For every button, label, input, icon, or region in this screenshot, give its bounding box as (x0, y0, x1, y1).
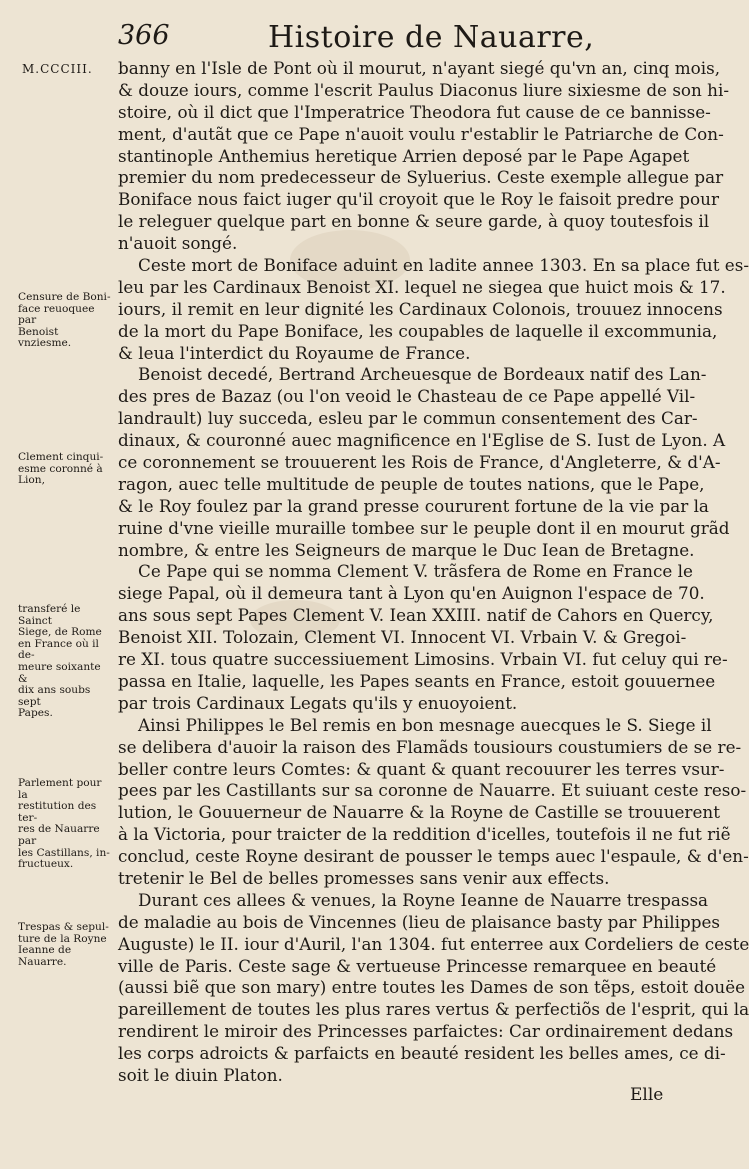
margin-note-parlement (18, 778, 112, 871)
margin-note-line: Clement cinqui- (18, 451, 104, 463)
margin-note-line: Siege, de Rome (18, 626, 102, 639)
margin-note-line: ture de la Royne (18, 932, 107, 945)
body-line: pareillement de toutes les plus rares vertus & perfectiõs de l'esprit, qui la (118, 999, 749, 1020)
body-line: par trois Cardinaux Legats qu'ils y enuoyoient. (118, 692, 518, 713)
margin-note-line: fructueux. (18, 858, 74, 871)
body-line: premier du nom predecesseur de Syluerius. Ceste exemple allegue par (118, 167, 724, 188)
margin-note-line: restitution des ter- (18, 800, 97, 824)
body-line: dinaux, & couronné auec magnificence en l'Eglise de S. Iust de Lyon. A (118, 430, 726, 451)
margin-note-line: Ieanne de Nauarre. (18, 944, 72, 968)
body-line: nombre, & entre les Seigneurs de marque le Duc Iean de Bretagne. (118, 539, 695, 560)
body-line: de maladie au bois de Vincennes (lieu de plaisance basty par Philippes (118, 911, 720, 932)
body-line: de la mort du Pape Boniface, les coupables de laquelle il excommunia, (118, 320, 718, 341)
margin-note-censure (18, 292, 112, 350)
body-line: Durant ces allees & venues, la Royne Ieanne de Nauarre trespassa (138, 889, 709, 910)
body-line: & douze iours, comme l'escrit Paulus Diaconus liure sixiesme de son hi- (118, 79, 730, 100)
page-number: 366 (118, 20, 170, 51)
body-line: ruine d'vne vieille muraille tombee sur le peuple dont il en mourut grãd (118, 517, 730, 538)
body-line: ce coronnement se trouuerent les Rois de France, d'Angleterre, & d'A- (118, 452, 721, 473)
margin-note-trespas (18, 922, 112, 968)
body-line: (aussi biẽ que son mary) entre toutes les Dames de son tẽps, estoit douëe (118, 977, 746, 998)
body-line: Benoist XII. Tolozain, Clement VI. Innocent VI. Vrbain V. & Gregoi- (118, 627, 687, 648)
body-line: tretenir le Bel de belles promesses sans venir aux effects. (118, 867, 610, 888)
body-line: stoire, où il dict que l'Imperatrice Theodora fut cause de ce bannisse- (118, 101, 711, 122)
margin-note-line: face reuoquee par (18, 302, 95, 327)
body-line: siege Papal, où il demeura tant à Lyon qu'en Auignon l'espace de 70. (118, 583, 705, 604)
body-line: banny en l'Isle de Pont où il mourut, n'ayant siegé qu'vn an, cinq mois, (118, 58, 721, 78)
body-line: ment, d'autãt que ce Pape n'auoit voulu r'establir le Patriarche de Con- (118, 123, 724, 144)
page-header (118, 20, 678, 60)
margin-note-line: Benoist vnziesme. (18, 325, 72, 350)
body-line: beller contre leurs Comtes: & quant & quant recouurer les terres vsur- (118, 758, 725, 779)
body-line: le releguer quelque part en bonne & seure garde, à quoy toutesfois il (118, 211, 710, 232)
margin-note-line: Trespas & sepul- (18, 921, 109, 933)
body-line: Ce Pape qui se nomma Clement V. trãsfera de Rome en France le (138, 561, 693, 582)
margin-note-line: esme coronné à (18, 462, 103, 475)
body-line: rendirent le miroir des Princesses parfaictes: Car ordinairement dedans (118, 1021, 734, 1042)
body-line: & leua l'interdict du Royaume de France. (118, 342, 471, 363)
body-line: & le Roy foulez par la grand presse coururent fortune de la vie par la (118, 495, 709, 516)
margin-note-line: en France où il de- (18, 637, 99, 662)
body-line: Ceste mort de Boniface aduint en ladite annee 1303. En sa place fut es- (138, 255, 749, 276)
body-text (118, 58, 749, 1087)
body-line: Auguste) le II. iour d'Auril, l'an 1304. fut enterree aux Cordeliers de ceste (118, 933, 749, 954)
margin-note-line: dix ans soubs sept (18, 684, 91, 708)
body-line: leu par les Cardinaux Benoist XI. lequel ne siegea que huict mois & 17. (118, 276, 726, 297)
margin-note-line: Lion, (18, 474, 45, 487)
body-line: iours, il remit en leur dignité les Cardinaux Colonois, trouuez innocens (118, 298, 723, 319)
body-line: conclud, ceste Royne desirant de pousser le temps auec l'espaule, & d'en- (118, 846, 749, 867)
body-line: des pres de Bazaz (ou l'on veoid le Chasteau de ce Pape appellé Vil- (118, 386, 696, 407)
margin-note-line: Censure de Boni- (18, 291, 111, 303)
margin-note-siege (18, 604, 112, 720)
margin-note-line: meure soixante & (18, 660, 101, 685)
body-line: à la Victoria, pour traicter de la reddition d'icelles, toutefois il ne fut riẽ (118, 824, 731, 845)
body-line: Benoist decedé, Bertrand Archeuesque de Bordeaux natif des Lan- (138, 364, 707, 385)
body-line: ans sous sept Papes Clement V. Iean XXIII. natif de Cahors en Quercy, (118, 605, 714, 626)
body-line: ville de Paris. Ceste sage & vertueuse Princesse remarquee en beauté (118, 955, 717, 976)
body-line: Boniface nous faict iuger qu'il croyoit que le Roy le faisoit predre pour (118, 189, 719, 210)
year-marker: M.CCCIII. (22, 62, 93, 76)
running-title: Histoire de Nauarre, (268, 20, 595, 55)
margin-note-line: transferé le Sainct (18, 603, 81, 627)
body-line: se delibera d'auoir la raison des Flamãds tousiours coustumiers de se re- (118, 736, 742, 757)
margin-note-clement (18, 452, 112, 487)
body-line: n'auoit songé. (118, 233, 238, 254)
body-line: Ainsi Philippes le Bel remis en bon mesnage auecques le S. Siege il (138, 714, 712, 735)
margin-note-line: les Castillans, in- (18, 846, 110, 859)
body-line: re XI. tous quatre successiuement Limosins. Vrbain VI. fut celuy qui re- (118, 649, 728, 670)
body-line: ragon, auec telle multitude de peuple de toutes nations, que le Pape, (118, 473, 705, 494)
body-line: passa en Italie, laquelle, les Papes seants en France, estoit gouuernee (118, 670, 716, 691)
body-line: landrault) luy succeda, esleu par le commun consentement des Car- (118, 408, 698, 429)
margin-note-line: res de Nauarre par (18, 823, 100, 847)
body-line: pees par les Castillants sur sa coronne de Nauarre. Et suiuant ceste reso- (118, 780, 747, 801)
body-line: soit le diuin Platon. (118, 1064, 283, 1085)
body-line: stantinople Anthemius heretique Arrien deposé par le Pape Agapet (118, 145, 690, 166)
margin-note-line: Parlement pour la (18, 777, 102, 801)
body-line: les corps adroicts & parfaicts en beauté resident les belles ames, ce di- (118, 1043, 726, 1064)
body-line: lution, le Gouuerneur de Nauarre & la Royne de Castille se trouuerent (118, 802, 720, 823)
margin-note-line: Papes. (18, 707, 53, 720)
catchword: Elle (630, 1085, 664, 1105)
